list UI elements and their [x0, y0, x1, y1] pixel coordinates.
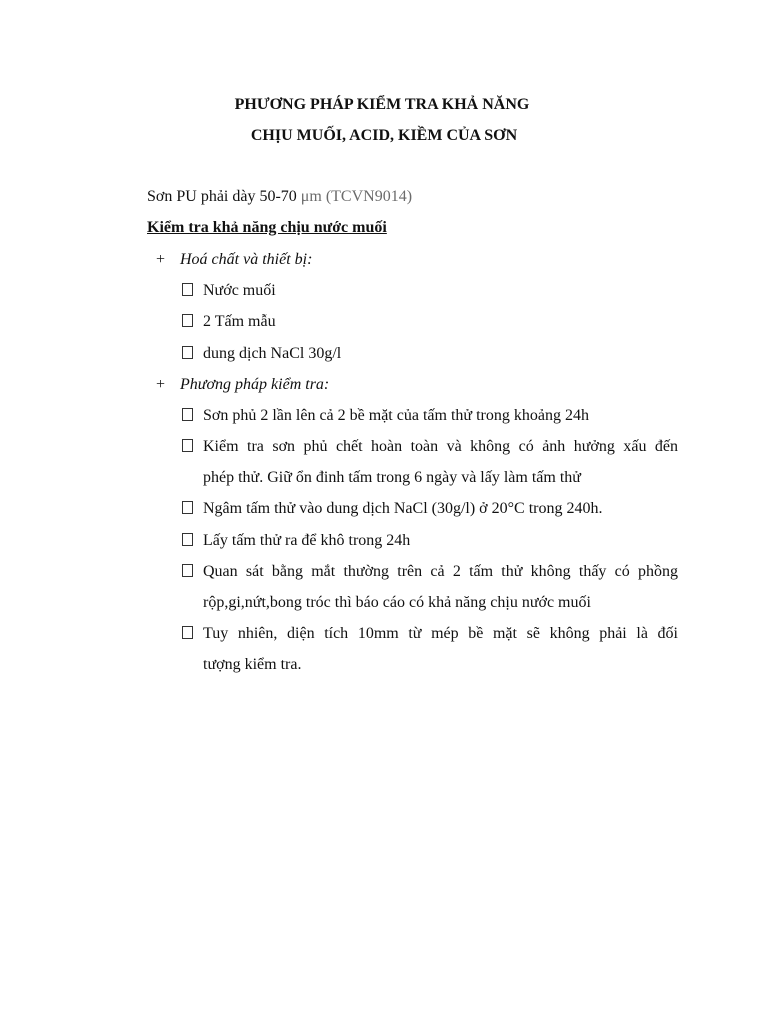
list-item [182, 499, 602, 519]
section-heading: Kiểm tra khả năng chịu nước muối [147, 219, 387, 236]
list-item-continuation: tượng kiểm tra. [203, 656, 302, 673]
list-item-text: Lấy tấm thử ra để khô trong 24h [203, 532, 411, 549]
checkbox-bullet-icon [182, 501, 193, 514]
checkbox-bullet-icon [182, 626, 193, 639]
list-item-text: 2 Tấm mẫu [203, 313, 276, 330]
intro-unit: μm (TCVN9014) [300, 188, 413, 205]
document-title-line-1: PHƯƠNG PHÁP KIỂM TRA KHẢ NĂNG [234, 96, 530, 113]
checkbox-bullet-icon-wrap [182, 624, 203, 644]
list-item [182, 312, 276, 332]
checkbox-bullet-icon-wrap [182, 562, 203, 582]
checkbox-bullet-icon [182, 346, 193, 359]
group-chemicals-equipment [156, 250, 312, 270]
list-item-continuation: rộp,gi,nứt,bong tróc thì báo cáo có khả năng chịu nước muối [203, 594, 591, 611]
list-item [182, 281, 276, 301]
group-label: Hoá chất và thiết bị: [180, 251, 313, 268]
checkbox-bullet-icon [182, 283, 193, 296]
checkbox-bullet-icon [182, 408, 193, 421]
intro-text: Sơn PU phải dày 50-70 [147, 188, 301, 205]
list-item-text: Ngâm tấm thử vào dung dịch NaCl (30g/l) ở 20°C trong 240h. [203, 500, 603, 517]
list-item [182, 531, 410, 551]
group-test-method [156, 375, 329, 395]
checkbox-bullet-icon [182, 439, 193, 452]
intro-line [147, 187, 412, 207]
plus-bullet: + [156, 376, 166, 393]
group-label: Phương pháp kiểm tra: [180, 376, 330, 393]
checkbox-bullet-icon [182, 533, 193, 546]
list-item-text: Quan sát bằng mắt thường trên cả 2 tấm thử không thấy có phồng [203, 563, 678, 580]
document-title-line-2: CHỊU MUỐI, ACID, KIỀM CỦA SƠN [250, 127, 518, 144]
checkbox-bullet-icon [182, 564, 193, 577]
list-item-text: Sơn phủ 2 lần lên cả 2 bề mặt của tấm thử trong khoảng 24h [203, 407, 589, 424]
list-item-text: Nước muối [203, 282, 276, 299]
plus-bullet: + [156, 251, 166, 268]
list-item [182, 344, 341, 364]
checkbox-bullet-icon [182, 314, 193, 327]
list-item-text: Kiểm tra sơn phủ chết hoàn toàn và không có ảnh hưởng xấu đến [203, 438, 678, 455]
checkbox-bullet-icon-wrap [182, 437, 203, 457]
list-item [182, 406, 589, 426]
list-item-text: Tuy nhiên, diện tích 10mm từ mép bề mặt sẽ không phải là đối [203, 625, 678, 642]
list-item-continuation: phép thử. Giữ ổn đinh tấm trong 6 ngày và lấy làm tấm thử [203, 469, 581, 486]
list-item-text: dung dịch NaCl 30g/l [203, 345, 342, 362]
